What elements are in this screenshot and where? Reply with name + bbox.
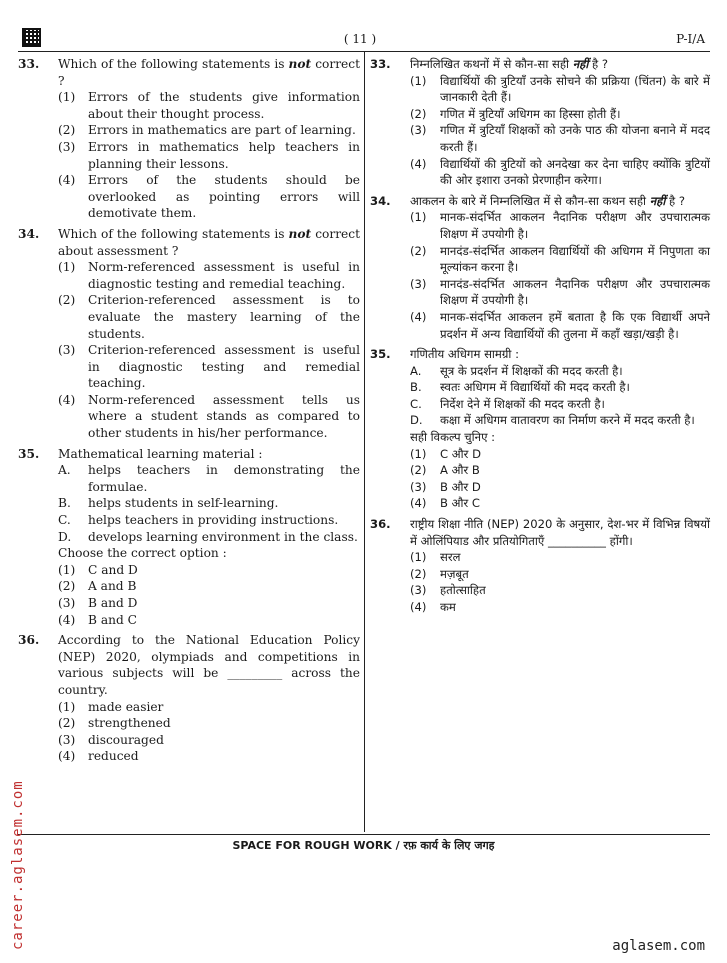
option-label: (3)	[410, 276, 427, 291]
statement-text: कक्षा में अधिगम वातावरण का निर्माण करने में मदद करती है।	[440, 413, 695, 428]
stem-text: Mathematical learning material :	[58, 446, 263, 461]
answer-option	[410, 73, 710, 106]
stem-text: आकलन के बारे में निम्नलिखित में से कौन-सा कथन सही	[410, 193, 650, 208]
answer-option	[58, 89, 360, 122]
statement-label: B.	[410, 380, 422, 395]
stem-text-after: correct ?	[58, 57, 360, 88]
answer-option	[410, 582, 710, 599]
question-33	[370, 56, 710, 189]
statement-label: A.	[410, 363, 422, 378]
statement-label: D.	[410, 413, 423, 428]
answer-option	[58, 595, 360, 612]
statement-item	[410, 379, 710, 396]
question-34	[18, 226, 360, 442]
option-text: मानक-संदर्भित आकलन नैदानिक परीक्षण और उपचारात्मक शिक्षण में उपयोगी है।	[440, 210, 710, 241]
statement-label: C.	[58, 513, 71, 528]
stem-emphasis: नहीं	[649, 193, 666, 208]
option-text: discouraged	[88, 732, 164, 747]
option-label: (1)	[410, 73, 427, 88]
answer-option	[410, 495, 710, 512]
option-text: A and B	[88, 579, 137, 594]
option-text: विद्यार्थियों की त्रुटियाँ उनके सोचने की प्रक्रिया (चिंतन) के बारे में जानकारी देती हैं।	[440, 73, 710, 105]
option-label: (1)	[410, 550, 427, 565]
question-stem	[410, 346, 710, 363]
answer-option	[58, 392, 360, 442]
question-number: 35.	[18, 446, 40, 461]
answer-option	[58, 122, 360, 139]
stem-text: According to the National Education Policy (NEP) 2020, olympiads and competitions in various subjects will be _________ across the country.	[58, 633, 360, 697]
answer-option	[410, 156, 710, 189]
answer-option	[58, 292, 360, 342]
option-text: Norm-referenced assessment is useful in diagnostic testing and remedial teaching.	[88, 260, 360, 291]
answer-option	[410, 309, 710, 342]
option-text: मज़बूत	[440, 566, 469, 581]
option-text: Norm-referenced assessment tells us where a student stands as compared to other students in his/her performance.	[88, 392, 360, 441]
option-label: (2)	[58, 716, 76, 731]
statement-text: निर्देश देने में शिक्षकों की मदद करती है।	[440, 396, 605, 411]
rough-work-label: SPACE FOR ROUGH WORK / रफ़ कार्य के लिए जगह	[232, 839, 495, 852]
answer-option	[410, 566, 710, 583]
answer-option	[410, 276, 710, 309]
stem-emphasis: not	[288, 226, 312, 241]
stem-text: राष्ट्रीय शिक्षा नीति (NEP) 2020 के अनुसार, देश-भर में विभिन्न विषयों में ओलिंपियाड और प्रतियोगिताएँ __________ होंगी।	[410, 517, 710, 548]
option-text: मानक-संदर्भित आकलन हमें बताता है कि एक विद्यार्थी अपने प्रदर्शन में अन्य विद्यार्थियों की तुलना में कहाँ खड़ा/खड़ी है।	[440, 309, 710, 341]
statement-text: helps students in self-learning.	[88, 496, 279, 511]
option-label: (4)	[58, 392, 76, 407]
question-stem	[410, 516, 710, 549]
question-34	[370, 193, 710, 342]
option-label: (2)	[58, 293, 76, 308]
question-number: 36.	[370, 517, 391, 532]
option-text: B and D	[88, 596, 138, 610]
question-number: 33.	[18, 57, 40, 71]
statement-text: स्वतः अधिगम में विद्यार्थियों की मदद करती है।	[440, 380, 630, 395]
option-label: (3)	[58, 343, 76, 358]
option-text: reduced	[88, 749, 139, 764]
option-text: सरल	[440, 550, 461, 565]
option-text: Criterion-referenced assessment is to evaluate the mastery learning of the students.	[88, 293, 360, 341]
option-text: Errors in mathematics are part of learning.	[88, 123, 356, 138]
answer-option	[410, 462, 710, 479]
answer-option	[58, 172, 360, 222]
statement-text: develops learning environment in the class.	[88, 529, 358, 544]
option-text: Errors of the students should be overlooked as pointing errors will demotivate them.	[88, 173, 360, 221]
answer-option	[410, 122, 710, 155]
statement-label: A.	[58, 463, 71, 478]
option-text: Errors of the students give information about their thought process.	[88, 90, 360, 121]
statement-label: C.	[410, 396, 422, 411]
stem-text: निम्नलिखित कथनों में से कौन-सा सही	[410, 57, 573, 71]
option-text: Criterion-referenced assessment is useful in diagnostic testing and remedial teaching.	[88, 343, 360, 391]
bottom-watermark: aglasem.com	[612, 938, 705, 954]
option-label: (3)	[58, 139, 76, 154]
option-text: B और D	[440, 479, 481, 494]
stem-text: गणितीय अधिगम सामग्री :	[410, 347, 519, 362]
answer-option	[58, 699, 360, 716]
stem-text-after: है ?	[588, 57, 609, 71]
option-label: (4)	[58, 612, 76, 627]
option-text: B and C	[88, 612, 137, 627]
answer-option	[58, 562, 360, 579]
question-number: 36.	[18, 633, 40, 648]
answer-option	[58, 732, 360, 749]
choose-instruction: सही विकल्प चुनिए :	[410, 430, 496, 445]
stem-text: Which of the following statements is	[58, 57, 289, 71]
option-label: (2)	[410, 243, 427, 258]
stem-text-after: correct about assessment ?	[58, 226, 360, 258]
answer-option	[58, 139, 360, 172]
hindi-column	[370, 56, 710, 620]
option-text: गणित में त्रुटियाँ शिक्षकों को उनके पाठ की योजना बनाने में मदद करती हैं।	[440, 123, 710, 154]
answer-option	[58, 342, 360, 392]
footer-divider	[18, 834, 710, 835]
question-33	[18, 56, 360, 222]
option-text: हतोत्साहित	[440, 583, 486, 598]
option-text: C और D	[440, 446, 481, 461]
statement-item	[58, 462, 360, 495]
page-number: ( 11 )	[343, 32, 377, 46]
answer-option	[58, 578, 360, 595]
option-text: strengthened	[88, 716, 171, 731]
answer-option	[410, 446, 710, 463]
question-stem	[58, 56, 360, 89]
question-stem	[58, 632, 360, 698]
question-36	[18, 632, 360, 765]
option-text: मानदंड-संदर्भित आकलन नैदानिक परीक्षण और उपचारात्मक शिक्षण में उपयोगी है।	[440, 276, 710, 308]
question-number: 34.	[18, 226, 40, 241]
option-label: (1)	[410, 210, 427, 225]
option-label: (4)	[58, 173, 76, 188]
question-number: 34.	[370, 193, 391, 208]
statement-text: helps teachers in providing instructions.	[88, 513, 339, 528]
option-label: (4)	[410, 496, 427, 511]
choose-instruction: Choose the correct option :	[58, 546, 227, 561]
statement-item	[58, 529, 360, 546]
qr-code-icon	[22, 28, 41, 47]
statement-label: D.	[58, 529, 72, 544]
answer-option	[58, 748, 360, 765]
question-stem	[58, 446, 360, 463]
option-label: (2)	[58, 579, 76, 594]
statement-item	[410, 396, 710, 413]
option-label: (4)	[410, 600, 427, 614]
answer-option	[410, 209, 710, 242]
option-label: (3)	[58, 732, 76, 747]
option-label: (2)	[410, 566, 427, 581]
paper-code: P-I/A	[676, 32, 705, 46]
answer-option	[410, 243, 710, 276]
option-label: (3)	[410, 479, 427, 494]
option-label: (1)	[58, 699, 76, 714]
question-35	[18, 446, 360, 629]
answer-option	[58, 259, 360, 292]
option-label: (1)	[410, 446, 427, 461]
answer-option	[58, 715, 360, 732]
question-stem	[410, 56, 710, 73]
option-label: (3)	[410, 583, 427, 598]
question-36	[370, 516, 710, 616]
option-label: (3)	[410, 123, 427, 138]
option-text: कम	[440, 600, 456, 614]
option-text: A और B	[440, 463, 480, 478]
option-label: (2)	[410, 106, 427, 121]
answer-option	[410, 549, 710, 566]
option-label: (4)	[410, 309, 427, 324]
side-watermark: career.aglasem.com	[10, 780, 26, 950]
option-label: (1)	[58, 90, 76, 105]
answer-option	[410, 106, 710, 123]
option-label: (2)	[58, 123, 76, 138]
option-label: (1)	[58, 260, 76, 275]
stem-text-after: है ?	[665, 193, 686, 208]
stem-emphasis: not	[288, 57, 312, 71]
question-number: 35.	[370, 347, 391, 362]
question-stem	[58, 226, 360, 259]
statement-text: helps teachers in demonstrating the formulae.	[88, 463, 360, 494]
question-35	[370, 346, 710, 512]
english-column	[18, 56, 360, 769]
stem-text: Which of the following statements is	[58, 226, 289, 241]
answer-option	[410, 599, 710, 616]
option-label: (4)	[58, 749, 76, 764]
option-text: B और C	[440, 496, 481, 511]
option-text: विद्यार्थियों की त्रुटियों को अनदेखा कर देना चाहिए क्योंकि त्रुटियों की ओर इशारा उनको प्रेरणाहीन करेगा।	[440, 156, 710, 188]
statement-item	[410, 412, 710, 429]
option-label: (3)	[58, 596, 76, 610]
option-label: (4)	[410, 156, 427, 171]
option-label: (1)	[58, 562, 76, 577]
column-divider	[364, 52, 365, 832]
option-text: made easier	[88, 699, 164, 714]
option-text: गणित में त्रुटियाँ अधिगम का हिस्सा होती हैं।	[440, 106, 621, 121]
question-number: 33.	[370, 57, 391, 71]
statement-item	[58, 512, 360, 529]
statement-item	[58, 495, 360, 512]
option-text: C and D	[88, 562, 138, 577]
option-text: मानदंड-संदर्भित आकलन विद्यार्थियों की अधिगम में निपुणता का मूल्यांकन करना है।	[440, 243, 710, 275]
statement-label: B.	[58, 496, 71, 511]
answer-option	[58, 612, 360, 629]
statement-item	[410, 363, 710, 380]
question-stem	[410, 193, 710, 210]
statement-text: सूत्र के प्रदर्शन में शिक्षकों की मदद करती है।	[440, 363, 623, 378]
option-label: (2)	[410, 463, 427, 478]
stem-emphasis: नहीं	[572, 57, 589, 71]
answer-option	[410, 479, 710, 496]
option-text: Errors in mathematics help teachers in planning their lessons.	[88, 139, 360, 171]
